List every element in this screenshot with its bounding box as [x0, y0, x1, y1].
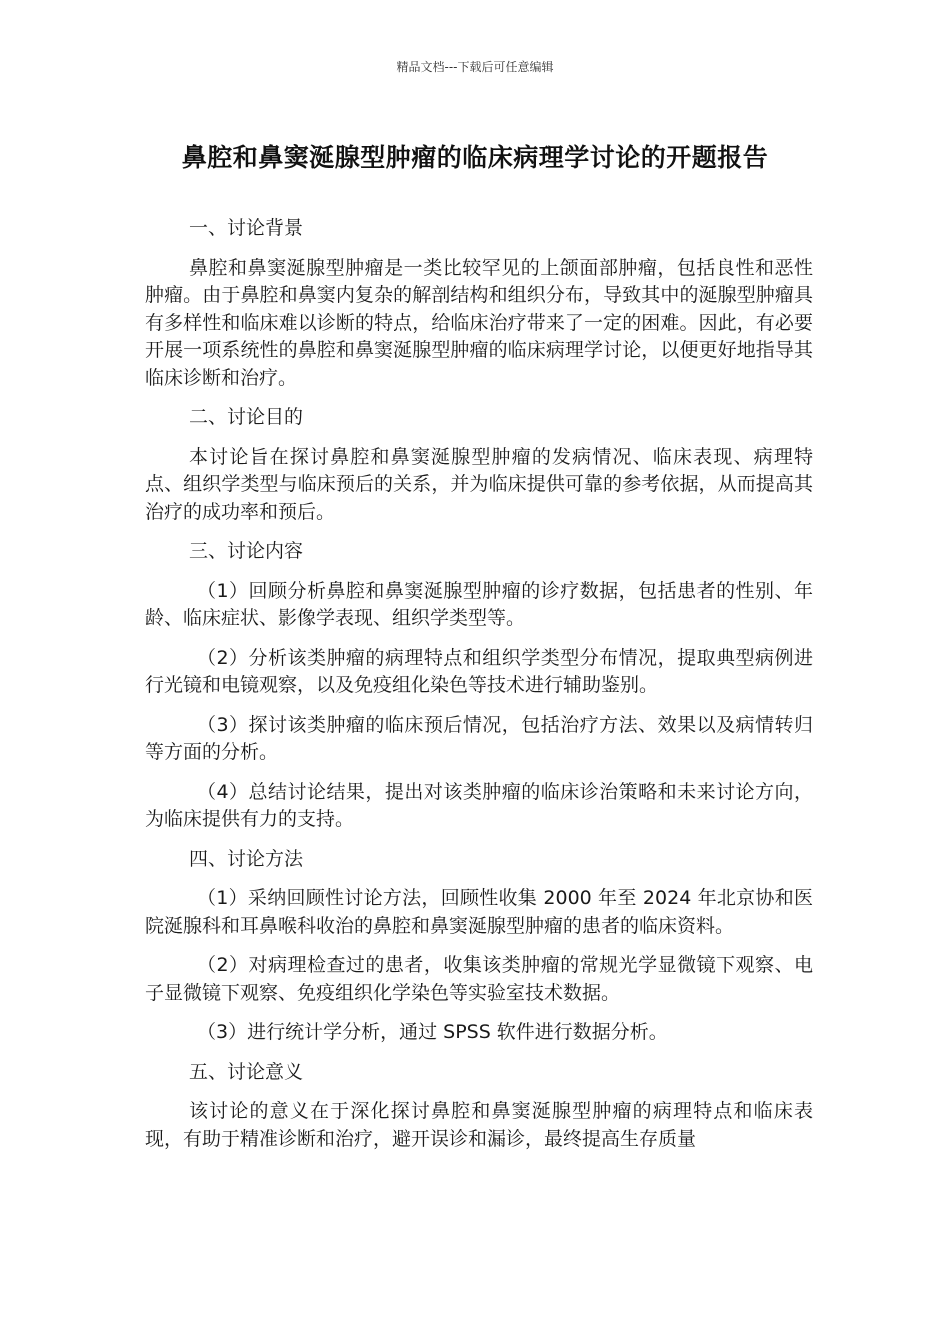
- document-title: 鼻腔和鼻窦涎腺型肿瘤的临床病理学讨论的开题报告: [181, 143, 769, 172]
- methods-item-2: （2）对病理检查过的患者，收集该类肿瘤的常规光学显微镜下观察、电子显微镜下观察、免疫组织化学染色等实验室技术数据。: [145, 954, 813, 1004]
- content-item-3: （3）探讨该类肿瘤的临床预后情况，包括治疗方法、效果以及病情转归等方面的分析。: [145, 713, 813, 763]
- content-item-1: （1）回顾分析鼻腔和鼻窦涎腺型肿瘤的诊疗数据，包括患者的性别、年龄、临床症状、影像学表现、组织学类型等。: [145, 579, 813, 629]
- methods-item-3: （3）进行统计学分析，通过 SPSS 软件进行数据分析。: [197, 1021, 668, 1043]
- background-paragraph: 鼻腔和鼻窦涎腺型肿瘤是一类比较罕见的上颌面部肿瘤，包括良性和恶性肿瘤。由于鼻腔和鼻窦内复杂的解剖结构和组织分布，导致其中的涎腺型肿瘤具有多样性和临床难以诊断的特点，给临床治疗带来了一定的困难。因此，有必要开展一项系统性的鼻腔和鼻窦涎腺型肿瘤的临床病理学讨论，以便更好地指导其临床诊断和治疗。: [145, 256, 813, 389]
- content-item-4: （4）总结讨论结果，提出对该类肿瘤的临床诊治策略和未来讨论方向，为临床提供有力的支持。: [145, 780, 813, 830]
- significance-paragraph: 该讨论的意义在于深化探讨鼻腔和鼻窦涎腺型肿瘤的病理特点和临床表现，有助于精准诊断和治疗，避开误诊和漏诊，最终提高生存质量: [145, 1100, 813, 1150]
- section-heading-content: 三、讨论内容: [189, 540, 304, 562]
- section-heading-background: 一、讨论背景: [189, 217, 304, 239]
- header-note: 精品文档---下载后可任意编辑: [396, 60, 554, 74]
- purpose-paragraph: 本讨论旨在探讨鼻腔和鼻窦涎腺型肿瘤的发病情况、临床表现、病理特点、组织学类型与临床预后的关系，并为临床提供可靠的参考依据，从而提高其治疗的成功率和预后。: [145, 445, 813, 523]
- section-heading-methods: 四、讨论方法: [189, 847, 304, 870]
- section-heading-purpose: 二、讨论目的: [189, 406, 304, 428]
- document-body: [145, 215, 813, 1165]
- methods-item-1: （1）采纳回顾性讨论方法，回顾性收集 2000 年至 2024 年北京协和医院涎腺科和耳鼻喉科收治的鼻腔和鼻窦涎腺型肿瘤的患者的临床资料。: [145, 887, 813, 937]
- section-heading-significance: 五、讨论意义: [189, 1060, 304, 1083]
- content-item-2: （2）分析该类肿瘤的病理特点和组织学类型分布情况，提取典型病例进行光镜和电镜观察，以及免疫组化染色等技术进行辅助鉴别。: [145, 646, 813, 696]
